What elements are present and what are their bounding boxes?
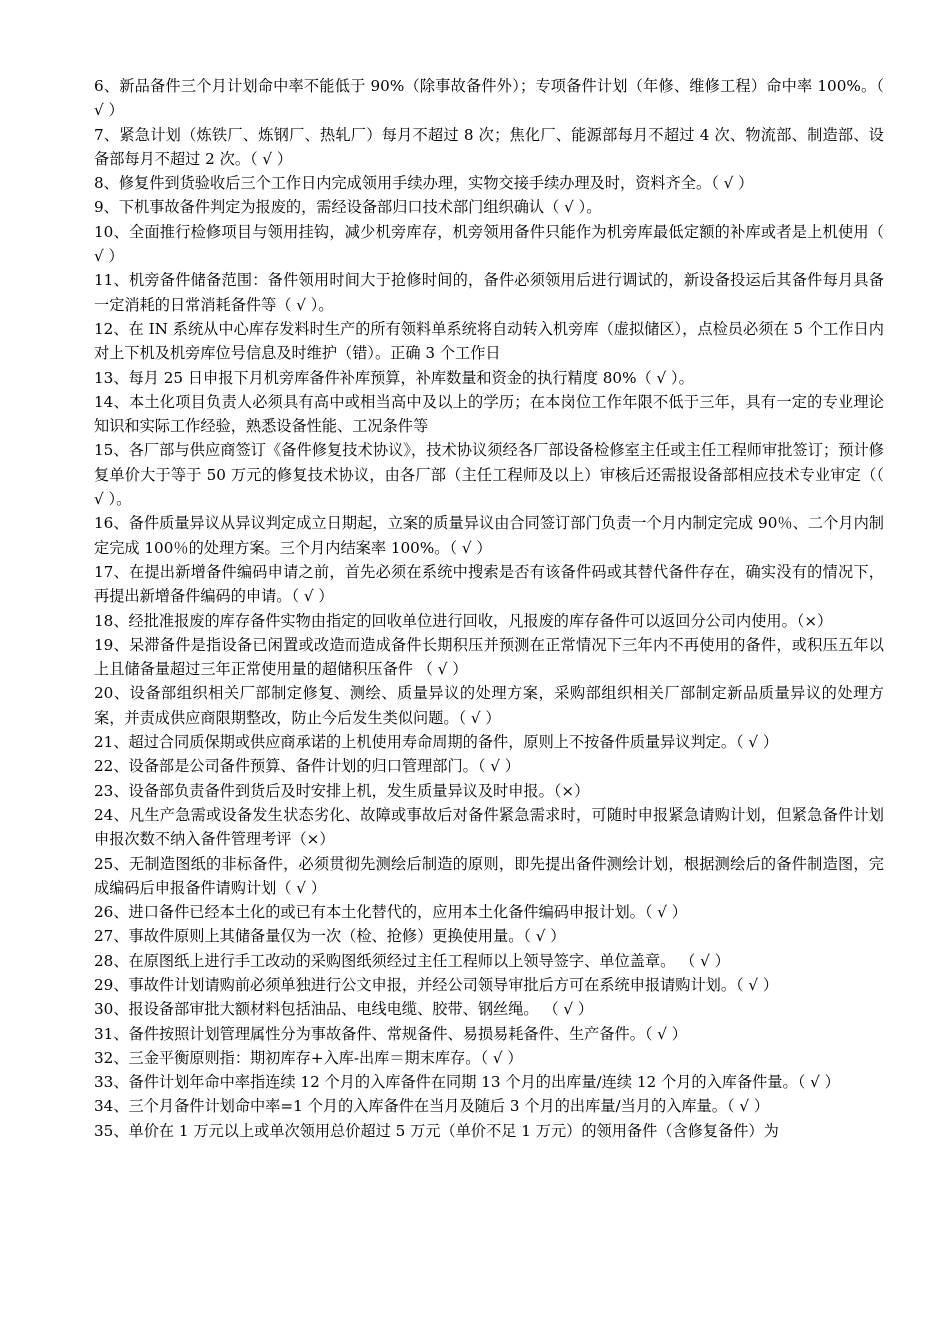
list-item: 12、在 IN 系统从中心库存发料时生产的所有领料单系统将自动转入机旁库（虚拟储区），点检员必须在 5 个工作日内对上下机及机旁库位号信息及时维护（错）。正确 3 个工作日 xyxy=(94,319,884,363)
list-item: 22、设备部是公司备件预算、备件计划的归口管理部门。（ √ ） xyxy=(94,757,520,776)
list-item: 30、报设备部审批大额材料包括油品、电线电缆、胶带、钢丝绳。 （ √ ） xyxy=(94,1000,594,1019)
list-item: 31、备件按照计划管理属性分为事故备件、常规备件、易损易耗备件、生产备件。（ √ ） xyxy=(94,1024,687,1043)
list-item: 34、三个月备件计划命中率=1 个月的入库备件在当月及随后 3 个月的出库量/当月的入库量。（ √ ） xyxy=(94,1097,770,1116)
list-item: 33、备件计划年命中率指连续 12 个月的入库备件在同期 13 个月的出库量/连续 12 个月的入库备件量。（ √ ） xyxy=(94,1073,840,1092)
list-item: 9、下机事故备件判定为报废的，需经设备部归口技术部门组织确认（ √ ）。 xyxy=(94,198,602,217)
list-item: 18、经批准报废的库存备件实物由指定的回收单位进行回收，凡报废的库存备件可以返回分公司内使用。（×） xyxy=(94,611,833,630)
list-item: 19、呆滞备件是指设备已闲置或改造而造成备件长期积压并预测在正常情况下三年内不再使用的备件，或积压五年以上且储备量超过三年正常使用量的超储积压备件 （ √ ） xyxy=(94,635,884,679)
list-item: 7、紧急计划（炼铁厂、炼钢厂、热轧厂）每月不超过 8 次；焦化厂、能源部每月不超过 4 次、物流部、制造部、设备部每月不超过 2 次。（ √ ） xyxy=(94,125,884,168)
list-item: 6、新品备件三个月计划命中率不能低于 90%（除事故备件外）；专项备件计划（年修、维修工程）命中率 100%。（ √ ） xyxy=(94,77,884,120)
list-item: 26、进口备件已经本土化的或已有本土化替代的，应用本土化备件编码申报计划。（ √ ） xyxy=(94,903,687,922)
list-item: 8、修复件到货验收后三个工作日内完成领用手续办理，实物交接手续办理及时，资料齐全。（ √ ） xyxy=(94,174,754,193)
list-item: 20、设备部组织相关厂部制定修复、测绘、质量异议的处理方案，采购部组织相关厂部制定新品质量异议的处理方案，并责成供应商限期整改，防止今后发生类似问题。（ √ ） xyxy=(94,684,884,727)
list-item: 24、凡生产急需或设备发生状态劣化、故障或事故后对备件紧急需求时，可随时申报紧急请购计划，但紧急备件计划申报次数不纳入备件管理考评（×） xyxy=(94,805,884,849)
list-item: 29、事故件计划请购前必须单独进行公文申报，并经公司领导审批后方可在系统申报请购计划。（ √ ） xyxy=(94,975,779,994)
list-item: 16、备件质量异议从异议判定成立日期起，立案的质量异议由合同签订部门负责一个月内制定完成 90％、二个月内制定完成 100％的处理方案。三个月内结案率 100%。（ √ ） xyxy=(94,514,884,557)
list-item: 21、超过合同质保期或供应商承诺的上机使用寿命周期的备件，原则上不按备件质量异议判定。（ √ ） xyxy=(94,733,779,752)
list-item: 25、无制造图纸的非标备件，必须贯彻先测绘后制造的原则，即先提出备件测绘计划，根据测绘后的备件制造图，完成编码后申报备件请购计划（ √ ） xyxy=(94,854,884,897)
list-item: 17、在提出新增备件编码申请之前，首先必须在系统中搜索是否有该备件码或其替代备件存在，确实没有的情况下，再提出新增备件编码的申请。（ √ ） xyxy=(94,562,884,606)
list-item: 32、三金平衡原则指：期初库存+入库-出库＝期末库存。（ √ ） xyxy=(94,1048,523,1067)
list-item: 14、本土化项目负责人必须具有高中或相当高中及以上的学历；在本岗位工作年限不低于三年，具有一定的专业理论知识和实际工作经验，熟悉设备性能、工况条件等 xyxy=(94,392,884,436)
list-item: 13、每月 25 日申报下月机旁库备件补库预算，补库数量和资金的执行精度 80%（ √ ）。 xyxy=(94,368,694,387)
list-item: 23、设备部负责备件到货后及时安排上机，发生质量异议及时申报。（×） xyxy=(94,781,590,800)
list-item: 28、在原图纸上进行手工改动的采购图纸须经过主任工程师以上领导签字、单位盖章。 （ √ ） xyxy=(94,951,730,970)
list-item: 10、全面推行检修项目与领用挂钩，减少机旁库存，机旁领用备件只能作为机旁库最低定额的补库或者是上机使用（ √ ） xyxy=(94,222,884,266)
list-item: 35、单价在 1 万元以上或单次领用总价超过 5 万元（单价不足 1 万元）的领用备件（含修复备件）为 xyxy=(94,1121,779,1140)
list-item: 15、各厂部与供应商签订《备件修复技术协议》，技术协议须经各厂部设备检修室主任或主任工程师审批签订；预计修复单价大于等于 50 万元的修复技术协议，由各厂部（主任工程师及以上）审核后还需报设备部相应技术专业审定（（ √ ）。 xyxy=(94,441,884,509)
list-item: 11、机旁备件储备范围：备件领用时间大于抢修时间的，备件必须领用后进行调试的，新设备投运后其备件每月具备一定消耗的日常消耗备件等（ √ ）。 xyxy=(94,271,884,314)
list-item: 27、事故件原则上其储备量仅为一次（检、抢修）更换使用量。（ √ ） xyxy=(94,927,566,946)
